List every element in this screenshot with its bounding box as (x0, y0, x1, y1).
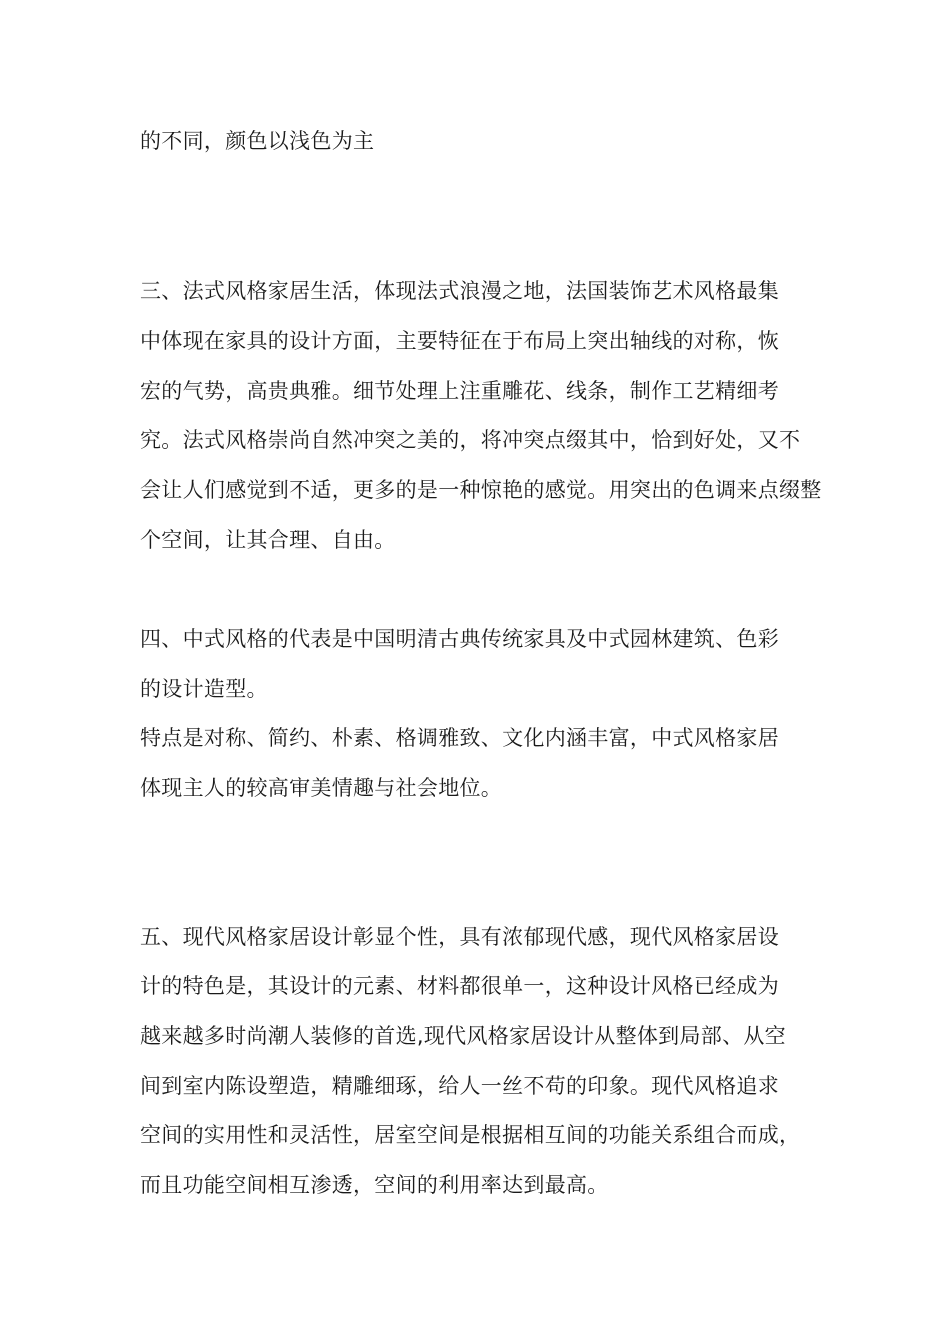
paragraph-line: 的不同，颜色以浅色为主 (140, 129, 375, 153)
paragraph-line: 个空间，让其合理、自由。 (140, 528, 396, 552)
paragraph-line: 中体现在家具的设计方面，主要特征在于布局上突出轴线的对称，恢 (140, 329, 779, 353)
paragraph-line: 空间的实用性和灵活性，居室空间是根据相互间的功能关系组合而成， (140, 1123, 801, 1147)
paragraph-line: 特点是对称、简约、朴素、格调雅致、文化内涵丰富，中式风格家居 (140, 726, 779, 750)
paragraph-line: 越来越多时尚潮人装修的首选,现代风格家居设计从整体到局部、从空 (140, 1024, 786, 1048)
section-5-heading-line: 五、现代风格家居设计彰显个性，具有浓郁现代感，现代风格家居设 (140, 925, 779, 949)
paragraph-line: 究。法式风格崇尚自然冲突之美的，将冲突点缀其中，恰到好处，又不 (140, 428, 801, 452)
paragraph-line: 体现主人的较高审美情趣与社会地位。 (140, 776, 503, 800)
paragraph-line: 而且功能空间相互渗透，空间的利用率达到最高。 (140, 1173, 609, 1197)
paragraph-line: 宏的气势，高贵典雅。细节处理上注重雕花、线条，制作工艺精细考 (140, 379, 779, 403)
paragraph-line: 间到室内陈设塑造，精雕细琢，给人一丝不苟的印象。现代风格追求 (140, 1074, 779, 1098)
paragraph-line: 会让人们感觉到不适，更多的是一种惊艳的感觉。用突出的色调来点缀整 (140, 478, 822, 502)
section-3-heading-line: 三、法式风格家居生活，体现法式浪漫之地，法国装饰艺术风格最集 (140, 279, 779, 303)
section-4-heading-line: 四、中式风格的代表是中国明清古典传统家具及中式园林建筑、色彩 (140, 627, 779, 651)
paragraph-line: 的设计造型。 (140, 677, 268, 701)
paragraph-line: 计的特色是，其设计的元素、材料都很单一，这种设计风格已经成为 (140, 974, 779, 998)
